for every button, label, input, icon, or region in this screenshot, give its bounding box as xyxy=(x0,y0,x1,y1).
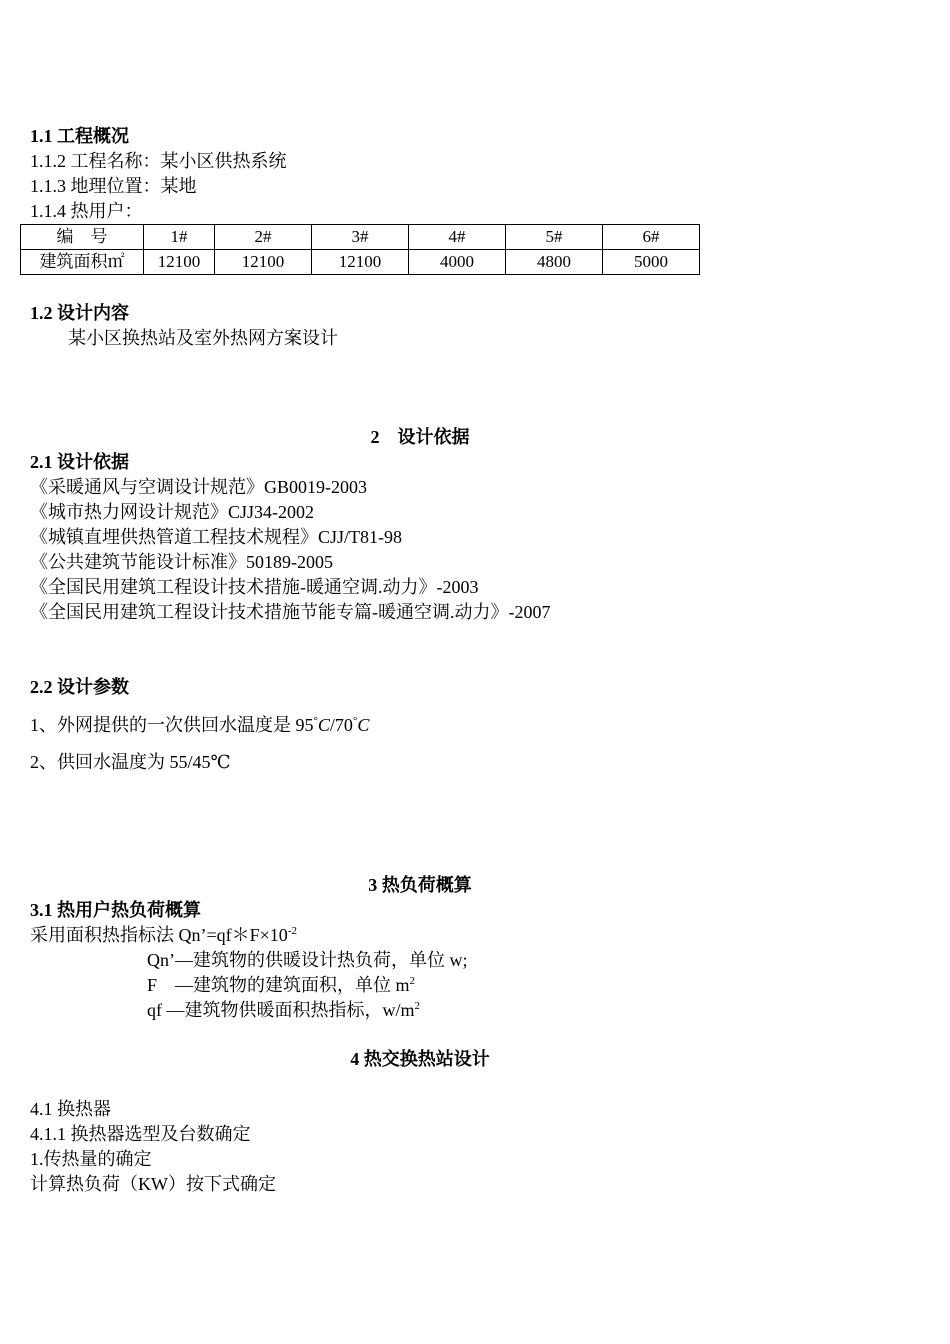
section-1-2-title: 1.2 设计内容 xyxy=(30,303,129,323)
chapter-3-heading: 3 热负荷概算 xyxy=(368,875,472,895)
section-3-1-title: 3.1 热用户热负荷概算 xyxy=(30,900,201,920)
section-2-1-title: 2.1 设计依据 xyxy=(30,452,129,472)
param-text: /70 xyxy=(329,715,353,735)
design-param-1 xyxy=(30,713,369,737)
reference-item: 《全国民用建筑工程设计技术措施节能专篇-暖通空调.动力》-2007 xyxy=(30,602,551,622)
definition-text: qf —建筑物供暖面积热指标，w/m xyxy=(147,1000,415,1020)
table-cell: 4000 xyxy=(409,250,506,275)
exponent: 2 xyxy=(409,975,416,987)
table-cell: 12100 xyxy=(312,250,409,275)
section-4-1-1: 4.1.1 换热器选型及台数确定 xyxy=(30,1124,251,1144)
heat-load-text: 计算热负荷（KW）按下式确定 xyxy=(30,1174,276,1194)
chapter-2-heading: 2 设计依据 xyxy=(370,427,470,447)
param-text: 1、外网提供的一次供回水温度是 95 xyxy=(30,715,314,735)
location-line: 1.1.3 地理位置：某地 xyxy=(30,176,197,196)
reference-item: 《全国民用建筑工程设计技术措施-暖通空调.动力》-2003 xyxy=(30,577,479,597)
celsius-unit: C xyxy=(317,715,330,735)
table-cell: 4800 xyxy=(506,250,603,275)
table-cell: 2# xyxy=(215,225,312,250)
definition-qf xyxy=(147,998,420,1022)
table-cell: 建筑面积㎡ xyxy=(21,250,144,275)
reference-item: 《公共建筑节能设计标准》50189-2005 xyxy=(30,552,333,572)
celsius-unit: C xyxy=(357,715,370,735)
reference-item: 《城镇直埋供热管道工程技术规程》CJJ/T81-98 xyxy=(30,527,403,547)
definition-text: F —建筑物的建筑面积，单位 m xyxy=(147,975,410,995)
table-cell: 4# xyxy=(409,225,506,250)
table-cell: 5000 xyxy=(603,250,700,275)
heat-users-table xyxy=(20,224,700,275)
table-cell: 12100 xyxy=(215,250,312,275)
table-cell: 5# xyxy=(506,225,603,250)
section-1-1-title: 1.1 工程概况 xyxy=(30,126,129,146)
table-cell: 6# xyxy=(603,225,700,250)
formula-line xyxy=(30,923,297,947)
design-content-text: 某小区换热站及室外热网方案设计 xyxy=(68,328,338,348)
reference-item: 《采暖通风与空调设计规范》GB0019-2003 xyxy=(30,477,367,497)
exponent: 2 xyxy=(414,1000,420,1012)
reference-item: 《城市热力网设计规范》CJJ34-2002 xyxy=(30,502,315,522)
formula-text: 采用面积热指标法 Qn’=qf＊F×10 xyxy=(30,925,288,945)
table-cell: 3# xyxy=(312,225,409,250)
project-name-line: 1.1.2 工程名称：某小区供热系统 xyxy=(30,151,287,171)
exponent: -2 xyxy=(287,925,297,937)
degree-mark: ° xyxy=(352,715,358,727)
table-cell: 编 号 xyxy=(21,225,144,250)
table-row xyxy=(21,250,700,275)
table-cell: 1# xyxy=(144,225,215,250)
definition-qn: Qn’—建筑物的供暖设计热负荷，单位 w; xyxy=(147,950,468,970)
heat-users-line: 1.1.4 热用户： xyxy=(30,201,143,221)
table-cell: 12100 xyxy=(144,250,215,275)
section-2-2-title: 2.2 设计参数 xyxy=(30,677,129,697)
section-4-1: 4.1 换热器 xyxy=(30,1099,111,1119)
chapter-4-heading: 4 热交换热站设计 xyxy=(350,1049,490,1069)
table-row xyxy=(21,225,700,250)
degree-mark: ° xyxy=(313,715,318,727)
heat-transfer-item: 1.传热量的确定 xyxy=(30,1149,152,1169)
definition-f xyxy=(147,973,415,997)
design-param-2: 2、供回水温度为 55/45℃ xyxy=(30,752,231,772)
